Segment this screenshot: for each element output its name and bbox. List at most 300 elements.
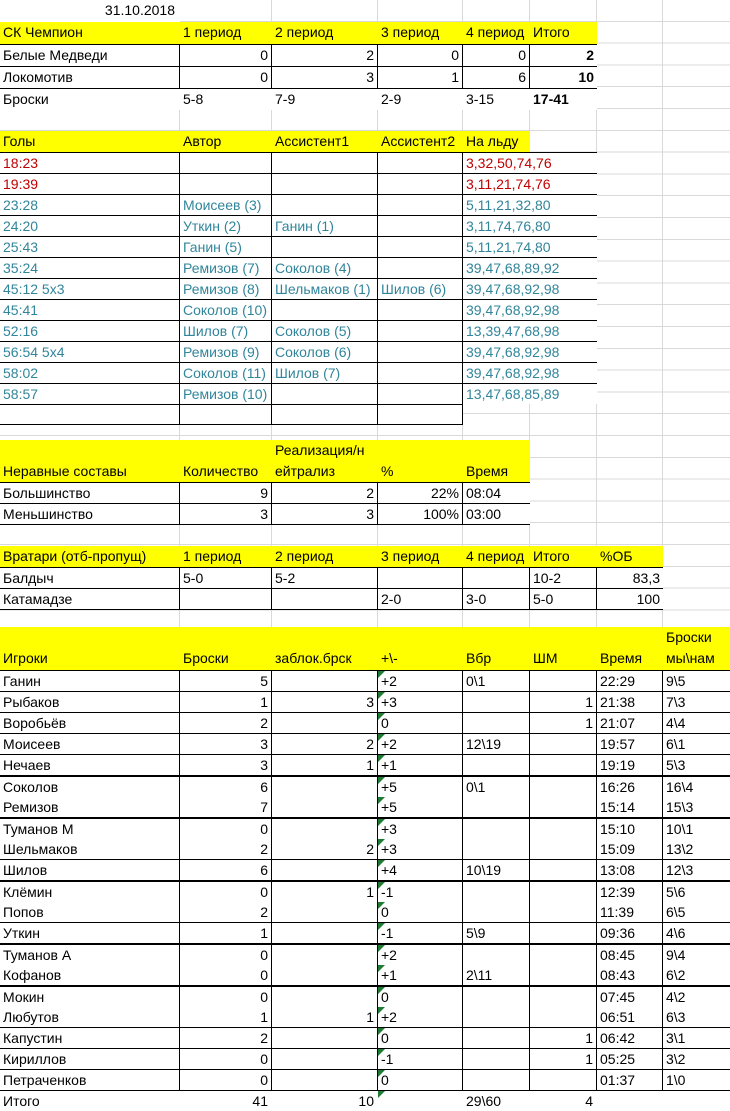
player-faceoffs-cell[interactable] — [463, 819, 530, 839]
player-blocked-cell[interactable]: 1 — [272, 1007, 378, 1027]
goal-assist2-cell[interactable] — [378, 195, 463, 215]
player-penalty-cell[interactable] — [530, 1007, 597, 1027]
player-penalty-cell[interactable] — [530, 882, 597, 902]
player-shots-cell[interactable]: 7 — [180, 797, 272, 817]
player-plusminus-cell[interactable] — [378, 692, 463, 712]
player-penalty-cell[interactable] — [530, 839, 597, 859]
player-blocked-cell[interactable]: 10 — [272, 1091, 378, 1111]
goal-assist2-cell[interactable] — [378, 216, 463, 236]
player-plusminus-cell[interactable] — [378, 860, 463, 880]
player-shots-foragainst-cell[interactable]: 5\6 — [663, 882, 730, 902]
uneven-time-cell[interactable]: 03:00 — [463, 504, 530, 524]
period3-cell[interactable]: 0 — [378, 45, 463, 66]
player-shots-foragainst-cell[interactable]: 13\2 — [663, 839, 730, 859]
player-penalty-cell[interactable] — [530, 755, 597, 775]
player-time-cell[interactable]: 11:39 — [597, 902, 663, 922]
player-penalty-cell[interactable] — [530, 965, 597, 985]
period1-cell[interactable]: 0 — [180, 67, 272, 88]
player-shots-cell[interactable]: 0 — [180, 1070, 272, 1090]
player-name-cell[interactable]: Туманов М — [0, 819, 180, 839]
player-name-cell[interactable]: Шилов — [0, 860, 180, 880]
player-penalty-cell[interactable] — [530, 797, 597, 817]
goalie-total-cell[interactable]: 5-0 — [530, 589, 597, 609]
player-plusminus-cell[interactable] — [378, 777, 463, 797]
player-faceoffs-cell[interactable] — [463, 1028, 530, 1048]
player-shots-foragainst-cell[interactable]: 3\2 — [663, 1049, 730, 1069]
player-penalty-cell[interactable]: 1 — [530, 1049, 597, 1069]
player-faceoffs-cell[interactable] — [463, 1007, 530, 1027]
goal-onice-cell[interactable]: 39,47,68,92,98 — [463, 363, 597, 383]
goal-time-cell[interactable]: 18:23 — [0, 153, 180, 173]
goalie-period2-cell[interactable]: 5-2 — [272, 568, 378, 588]
goal-onice-cell[interactable]: 39,47,68,92,98 — [463, 300, 597, 320]
header-cell-total[interactable]: Итого — [533, 548, 570, 564]
player-time-cell[interactable]: 16:26 — [597, 777, 663, 797]
player-shots-cell[interactable]: 6 — [180, 860, 272, 880]
goal-assist1-cell[interactable]: Соколов (4) — [272, 258, 378, 278]
player-shots-foragainst-cell[interactable]: 7\3 — [663, 692, 730, 712]
player-faceoffs-cell[interactable] — [463, 945, 530, 965]
goal-onice-cell[interactable]: 39,47,68,92,98 — [463, 279, 597, 299]
header-cell-period3[interactable]: 3 период — [381, 24, 440, 40]
player-time-cell[interactable]: 13:08 — [597, 860, 663, 880]
goal-author-cell[interactable]: Ремизов (7) — [180, 258, 272, 278]
player-plusminus-cell[interactable] — [378, 923, 463, 943]
team-name-cell[interactable]: Броски — [0, 89, 180, 110]
goal-time-cell[interactable]: 24:20 — [0, 216, 180, 236]
empty-header-cell[interactable] — [597, 627, 663, 648]
empty-cell[interactable] — [378, 405, 463, 424]
player-penalty-cell[interactable] — [530, 902, 597, 922]
player-name-cell[interactable]: Воробьёв — [0, 713, 180, 733]
player-time-cell[interactable]: 22:29 — [597, 671, 663, 691]
date-cell[interactable]: 31.10.2018 — [0, 0, 180, 22]
goal-author-cell[interactable]: Ганин (5) — [180, 237, 272, 257]
player-faceoffs-cell[interactable]: 0\1 — [463, 671, 530, 691]
player-plusminus-cell[interactable] — [378, 734, 463, 754]
player-shots-cell[interactable]: 41 — [180, 1091, 272, 1111]
player-shots-cell[interactable]: 1 — [180, 923, 272, 943]
goal-onice-cell[interactable]: 5,11,21,32,80 — [463, 195, 597, 215]
goal-assist1-cell[interactable] — [272, 237, 378, 257]
goal-onice-cell[interactable]: 3,11,21,74,76 — [463, 174, 597, 194]
player-name-cell[interactable]: Кириллов — [0, 1049, 180, 1069]
player-faceoffs-cell[interactable] — [463, 1070, 530, 1090]
player-name-cell[interactable]: Нечаев — [0, 755, 180, 775]
header-cell-time[interactable]: Время — [466, 463, 509, 479]
uneven-quantity-cell[interactable]: 3 — [180, 504, 272, 524]
goalie-name-cell[interactable]: Катамадзе — [0, 589, 180, 609]
player-name-cell[interactable]: Рыбаков — [0, 692, 180, 712]
goalie-name-cell[interactable]: Балдыч — [0, 568, 180, 588]
player-penalty-cell[interactable]: 1 — [530, 713, 597, 733]
player-shots-cell[interactable]: 2 — [180, 902, 272, 922]
player-name-cell[interactable]: Капустин — [0, 1028, 180, 1048]
player-penalty-cell[interactable] — [530, 945, 597, 965]
player-shots-foragainst-cell[interactable]: 16\4 — [663, 777, 730, 797]
player-shots-cell[interactable]: 1 — [180, 692, 272, 712]
player-shots-foragainst-cell[interactable] — [663, 1091, 730, 1111]
header-cell-realization[interactable]: ейтрализ — [275, 463, 335, 479]
team-name-cell[interactable]: Локомотив — [0, 67, 180, 88]
goal-onice-cell[interactable]: 13,39,47,68,98 — [463, 321, 597, 341]
player-plusminus-cell[interactable] — [378, 1028, 463, 1048]
uneven-label-cell[interactable]: Меньшинство — [0, 504, 180, 524]
player-shots-foragainst-cell[interactable]: 4\2 — [663, 987, 730, 1007]
header-cell-shots[interactable]: Броски — [183, 650, 229, 666]
player-time-cell[interactable]: 15:14 — [597, 797, 663, 817]
goal-author-cell[interactable]: Шилов (7) — [180, 321, 272, 341]
player-shots-cell[interactable]: 3 — [180, 755, 272, 775]
empty-header-cell[interactable] — [272, 627, 378, 648]
player-blocked-cell[interactable] — [272, 860, 378, 880]
header-cell-savepct[interactable]: %ОБ — [600, 548, 633, 564]
goalie-total-cell[interactable]: 10-2 — [530, 568, 597, 588]
goal-author-cell[interactable] — [180, 153, 272, 173]
goal-assist2-cell[interactable] — [378, 321, 463, 341]
goal-assist1-cell[interactable]: Ганин (1) — [272, 216, 378, 236]
goal-time-cell[interactable]: 45:41 — [0, 300, 180, 320]
header-cell-blocked[interactable]: заблок.брск — [275, 650, 352, 666]
player-plusminus-cell[interactable] — [378, 882, 463, 902]
goalie-period3-cell[interactable] — [378, 568, 463, 588]
player-shots-cell[interactable]: 0 — [180, 945, 272, 965]
player-plusminus-cell[interactable] — [378, 965, 463, 985]
player-faceoffs-cell[interactable]: 5\9 — [463, 923, 530, 943]
empty-header-cell[interactable] — [463, 440, 530, 461]
player-penalty-cell[interactable] — [530, 777, 597, 797]
empty-header-cell[interactable] — [530, 627, 597, 648]
period2-cell[interactable]: 2 — [272, 45, 378, 66]
uneven-time-cell[interactable]: 08:04 — [463, 483, 530, 503]
goal-assist2-cell[interactable] — [378, 174, 463, 194]
player-time-cell[interactable]: 21:38 — [597, 692, 663, 712]
empty-header-cell[interactable] — [180, 627, 272, 648]
player-faceoffs-cell[interactable] — [463, 713, 530, 733]
player-penalty-cell[interactable] — [530, 819, 597, 839]
empty-cell[interactable] — [272, 405, 378, 424]
player-shots-foragainst-cell[interactable]: 4\4 — [663, 713, 730, 733]
goalie-savepct-cell[interactable]: 83,3 — [597, 568, 663, 588]
header-cell-quantity[interactable]: Количество — [183, 463, 259, 479]
goal-assist2-cell[interactable] — [378, 300, 463, 320]
header-cell-goalies[interactable]: Вратари (отб-пропущ) — [3, 548, 147, 564]
player-plusminus-cell[interactable] — [378, 987, 463, 1007]
goalie-period1-cell[interactable]: 5-0 — [180, 568, 272, 588]
goal-assist2-cell[interactable] — [378, 258, 463, 278]
player-name-cell[interactable]: Туманов А — [0, 945, 180, 965]
player-faceoffs-cell[interactable] — [463, 987, 530, 1007]
player-penalty-cell[interactable] — [530, 1070, 597, 1090]
goal-time-cell[interactable]: 35:24 — [0, 258, 180, 278]
player-time-cell[interactable]: 08:43 — [597, 965, 663, 985]
player-blocked-cell[interactable] — [272, 1070, 378, 1090]
header-cell-period1[interactable]: 1 период — [183, 548, 242, 564]
player-time-cell[interactable]: 09:36 — [597, 923, 663, 943]
goal-onice-cell[interactable]: 39,47,68,89,92 — [463, 258, 597, 278]
player-time-cell[interactable]: 21:07 — [597, 713, 663, 733]
player-faceoffs-cell[interactable] — [463, 755, 530, 775]
player-blocked-cell[interactable] — [272, 671, 378, 691]
period3-cell[interactable]: 1 — [378, 67, 463, 88]
empty-header-cell[interactable] — [378, 627, 463, 648]
player-name-cell[interactable]: Клёмин — [0, 882, 180, 902]
team-name-cell[interactable]: Белые Медведи — [0, 45, 180, 66]
total-cell[interactable]: 17-41 — [530, 89, 597, 110]
header-cell-goals[interactable]: Голы — [3, 133, 36, 149]
header-cell-plusminus[interactable]: +\- — [381, 650, 398, 666]
goal-time-cell[interactable]: 23:28 — [0, 195, 180, 215]
player-penalty-cell[interactable]: 1 — [530, 1028, 597, 1048]
player-shots-foragainst-cell[interactable]: 12\3 — [663, 860, 730, 880]
player-plusminus-cell[interactable] — [378, 797, 463, 817]
player-shots-cell[interactable]: 6 — [180, 777, 272, 797]
goal-assist1-cell[interactable] — [272, 153, 378, 173]
player-penalty-cell[interactable]: 1 — [530, 692, 597, 712]
player-name-cell[interactable]: Петраченков — [0, 1070, 180, 1090]
goal-assist1-cell[interactable]: Соколов (5) — [272, 321, 378, 341]
player-plusminus-cell[interactable] — [378, 1091, 463, 1111]
player-name-cell[interactable]: Итого — [0, 1091, 180, 1111]
player-name-cell[interactable]: Ганин — [0, 671, 180, 691]
player-shots-cell[interactable]: 2 — [180, 839, 272, 859]
goal-onice-cell[interactable]: 3,11,74,76,80 — [463, 216, 597, 236]
player-faceoffs-cell[interactable] — [463, 1049, 530, 1069]
player-name-cell[interactable]: Попов — [0, 902, 180, 922]
player-shots-foragainst-cell[interactable]: 6\1 — [663, 734, 730, 754]
player-blocked-cell[interactable]: 2 — [272, 734, 378, 754]
player-faceoffs-cell[interactable]: 10\19 — [463, 860, 530, 880]
player-blocked-cell[interactable] — [272, 902, 378, 922]
player-time-cell[interactable]: 01:37 — [597, 1070, 663, 1090]
player-shots-cell[interactable]: 2 — [180, 1028, 272, 1048]
player-faceoffs-cell[interactable] — [463, 692, 530, 712]
uneven-percent-cell[interactable]: 100% — [378, 504, 463, 524]
goal-assist1-cell[interactable]: Шельмаков (1) — [272, 279, 378, 299]
player-shots-foragainst-cell[interactable]: 3\1 — [663, 1028, 730, 1048]
player-blocked-cell[interactable] — [272, 965, 378, 985]
goal-assist1-cell[interactable] — [272, 300, 378, 320]
uneven-label-cell[interactable]: Большинство — [0, 483, 180, 503]
player-blocked-cell[interactable] — [272, 713, 378, 733]
empty-header-cell[interactable] — [378, 440, 463, 461]
player-faceoffs-cell[interactable]: 12\19 — [463, 734, 530, 754]
goal-assist2-cell[interactable] — [378, 237, 463, 257]
player-name-cell[interactable]: Любутов — [0, 1007, 180, 1027]
player-name-cell[interactable]: Соколов — [0, 777, 180, 797]
header-cell-period2[interactable]: 2 период — [275, 548, 334, 564]
empty-cell[interactable] — [0, 405, 180, 424]
header-cell-onice[interactable]: На льду — [466, 133, 519, 149]
uneven-realization-cell[interactable]: 3 — [272, 504, 378, 524]
player-plusminus-cell[interactable] — [378, 755, 463, 775]
player-blocked-cell[interactable] — [272, 923, 378, 943]
player-plusminus-cell[interactable] — [378, 902, 463, 922]
goal-author-cell[interactable]: Уткин (2) — [180, 216, 272, 236]
player-faceoffs-cell[interactable]: 29\60 — [463, 1091, 530, 1111]
player-shots-cell[interactable]: 0 — [180, 882, 272, 902]
player-faceoffs-cell[interactable] — [463, 797, 530, 817]
player-name-cell[interactable]: Ремизов — [0, 797, 180, 817]
goal-time-cell[interactable]: 58:02 — [0, 363, 180, 383]
header-cell-period2[interactable]: 2 период — [275, 24, 334, 40]
period4-cell[interactable]: 0 — [463, 45, 530, 66]
player-time-cell[interactable] — [597, 1091, 663, 1111]
goalie-savepct-cell[interactable]: 100 — [597, 589, 663, 609]
player-time-cell[interactable]: 07:45 — [597, 987, 663, 1007]
empty-cell[interactable] — [180, 405, 272, 424]
goal-onice-cell[interactable]: 13,47,68,85,89 — [463, 384, 597, 404]
player-shots-foragainst-cell[interactable]: 5\3 — [663, 755, 730, 775]
period2-cell[interactable]: 7-9 — [272, 89, 378, 110]
goalie-period4-cell[interactable] — [463, 568, 530, 588]
goal-author-cell[interactable]: Соколов (10) — [180, 300, 272, 320]
header-cell-period3[interactable]: 3 период — [381, 548, 440, 564]
player-penalty-cell[interactable] — [530, 860, 597, 880]
goalie-period4-cell[interactable]: 3-0 — [463, 589, 530, 609]
goal-assist2-cell[interactable] — [378, 342, 463, 362]
player-name-cell[interactable]: Кофанов — [0, 965, 180, 985]
player-shots-foragainst-cell[interactable]: 10\1 — [663, 819, 730, 839]
period1-cell[interactable]: 0 — [180, 45, 272, 66]
goal-time-cell[interactable]: 19:39 — [0, 174, 180, 194]
player-blocked-cell[interactable] — [272, 987, 378, 1007]
player-plusminus-cell[interactable] — [378, 1049, 463, 1069]
period3-cell[interactable]: 2-9 — [378, 89, 463, 110]
period4-cell[interactable]: 6 — [463, 67, 530, 88]
player-shots-foragainst-cell[interactable]: 6\5 — [663, 902, 730, 922]
player-blocked-cell[interactable]: 1 — [272, 882, 378, 902]
player-blocked-cell[interactable]: 1 — [272, 755, 378, 775]
goal-onice-cell[interactable]: 39,47,68,92,98 — [463, 342, 597, 362]
player-penalty-cell[interactable] — [530, 671, 597, 691]
goal-assist2-cell[interactable]: Шилов (6) — [378, 279, 463, 299]
player-shots-foragainst-cell[interactable]: 6\3 — [663, 1007, 730, 1027]
goal-author-cell[interactable]: Моисеев (3) — [180, 195, 272, 215]
empty-header-cell[interactable] — [0, 440, 180, 461]
player-shots-foragainst-cell[interactable]: 9\4 — [663, 945, 730, 965]
player-shots-cell[interactable]: 0 — [180, 1049, 272, 1069]
player-faceoffs-cell[interactable]: 2\11 — [463, 965, 530, 985]
player-shots-foragainst-cell[interactable]: 9\5 — [663, 671, 730, 691]
player-plusminus-cell[interactable] — [378, 1007, 463, 1027]
period4-cell[interactable]: 3-15 — [463, 89, 530, 110]
player-shots-cell[interactable]: 0 — [180, 987, 272, 1007]
player-faceoffs-cell[interactable] — [463, 882, 530, 902]
player-time-cell[interactable]: 12:39 — [597, 882, 663, 902]
goalie-period2-cell[interactable] — [272, 589, 378, 609]
header-cell-assist2[interactable]: Ассистент2 — [381, 133, 456, 149]
goalie-period1-cell[interactable] — [180, 589, 272, 609]
goal-assist1-cell[interactable] — [272, 195, 378, 215]
uneven-quantity-cell[interactable]: 9 — [180, 483, 272, 503]
empty-header-cell[interactable] — [180, 440, 272, 461]
player-shots-foragainst-cell[interactable]: 4\6 — [663, 923, 730, 943]
player-shots-cell[interactable]: 0 — [180, 819, 272, 839]
player-blocked-cell[interactable] — [272, 797, 378, 817]
goal-author-cell[interactable]: Соколов (11) — [180, 363, 272, 383]
player-faceoffs-cell[interactable]: 0\1 — [463, 777, 530, 797]
header-cell-period4[interactable]: 4 период — [466, 24, 525, 40]
goal-onice-cell[interactable]: 3,32,50,74,76 — [463, 153, 597, 173]
empty-header-cell[interactable] — [0, 627, 180, 648]
player-shots-foragainst-cell[interactable]: 6\2 — [663, 965, 730, 985]
player-shots-cell[interactable]: 1 — [180, 1007, 272, 1027]
goal-time-cell[interactable]: 52:16 — [0, 321, 180, 341]
header-cell-percent[interactable]: % — [381, 463, 394, 479]
goal-author-cell[interactable]: Ремизов (9) — [180, 342, 272, 362]
empty-header-cell[interactable] — [463, 627, 530, 648]
player-blocked-cell[interactable] — [272, 945, 378, 965]
player-time-cell[interactable]: 19:57 — [597, 734, 663, 754]
goal-author-cell[interactable]: Ремизов (10) — [180, 384, 272, 404]
player-penalty-cell[interactable]: 4 — [530, 1091, 597, 1111]
goal-assist1-cell[interactable] — [272, 384, 378, 404]
header-cell-period4[interactable]: 4 период — [466, 548, 525, 564]
player-shots-cell[interactable]: 2 — [180, 713, 272, 733]
header-cell-time[interactable]: Время — [600, 650, 643, 666]
goalie-period3-cell[interactable]: 2-0 — [378, 589, 463, 609]
player-time-cell[interactable]: 06:42 — [597, 1028, 663, 1048]
goal-assist1-cell[interactable]: Шилов (7) — [272, 363, 378, 383]
player-plusminus-cell[interactable] — [378, 819, 463, 839]
header-cell-faceoffs[interactable]: Вбр — [466, 650, 492, 666]
header-cell-assist1[interactable]: Ассистент1 — [275, 133, 350, 149]
uneven-realization-cell[interactable]: 2 — [272, 483, 378, 503]
header-cell-shots-foragainst[interactable]: мы\нам — [666, 650, 715, 666]
header-cell-uneven[interactable]: Неравные составы — [3, 463, 127, 479]
goal-time-cell[interactable]: 25:43 — [0, 237, 180, 257]
player-time-cell[interactable]: 08:45 — [597, 945, 663, 965]
player-plusminus-cell[interactable] — [378, 945, 463, 965]
player-time-cell[interactable]: 19:19 — [597, 755, 663, 775]
player-time-cell[interactable]: 05:25 — [597, 1049, 663, 1069]
player-time-cell[interactable]: 15:10 — [597, 819, 663, 839]
goal-onice-cell[interactable]: 5,11,21,74,80 — [463, 237, 597, 257]
player-blocked-cell[interactable] — [272, 1049, 378, 1069]
goal-author-cell[interactable] — [180, 174, 272, 194]
header-cell-realization-top[interactable]: Реализация/н — [275, 442, 365, 458]
goal-assist2-cell[interactable] — [378, 363, 463, 383]
goal-assist1-cell[interactable]: Соколов (6) — [272, 342, 378, 362]
player-name-cell[interactable]: Уткин — [0, 923, 180, 943]
goal-author-cell[interactable]: Ремизов (8) — [180, 279, 272, 299]
header-cell-penalty[interactable]: ШМ — [533, 650, 558, 666]
goal-assist2-cell[interactable] — [378, 153, 463, 173]
total-cell[interactable]: 10 — [530, 67, 597, 88]
player-time-cell[interactable]: 06:51 — [597, 1007, 663, 1027]
period1-cell[interactable]: 5-8 — [180, 89, 272, 110]
goal-time-cell[interactable]: 45:12 5х3 — [0, 279, 180, 299]
goal-assist2-cell[interactable] — [378, 384, 463, 404]
total-cell[interactable]: 2 — [530, 45, 597, 66]
header-cell-players[interactable]: Игроки — [3, 650, 48, 666]
player-faceoffs-cell[interactable] — [463, 902, 530, 922]
player-blocked-cell[interactable] — [272, 777, 378, 797]
player-name-cell[interactable]: Мокин — [0, 987, 180, 1007]
player-penalty-cell[interactable] — [530, 987, 597, 1007]
player-shots-cell[interactable]: 0 — [180, 965, 272, 985]
header-cell-team[interactable]: СК Чемпион — [3, 24, 83, 40]
player-blocked-cell[interactable]: 2 — [272, 839, 378, 859]
player-blocked-cell[interactable]: 3 — [272, 692, 378, 712]
header-cell-shots-top[interactable]: Броски — [666, 629, 712, 645]
player-faceoffs-cell[interactable] — [463, 839, 530, 859]
player-shots-foragainst-cell[interactable]: 15\3 — [663, 797, 730, 817]
goal-time-cell[interactable]: 56:54 5х4 — [0, 342, 180, 362]
player-name-cell[interactable]: Шельмаков — [0, 839, 180, 859]
player-plusminus-cell[interactable] — [378, 713, 463, 733]
